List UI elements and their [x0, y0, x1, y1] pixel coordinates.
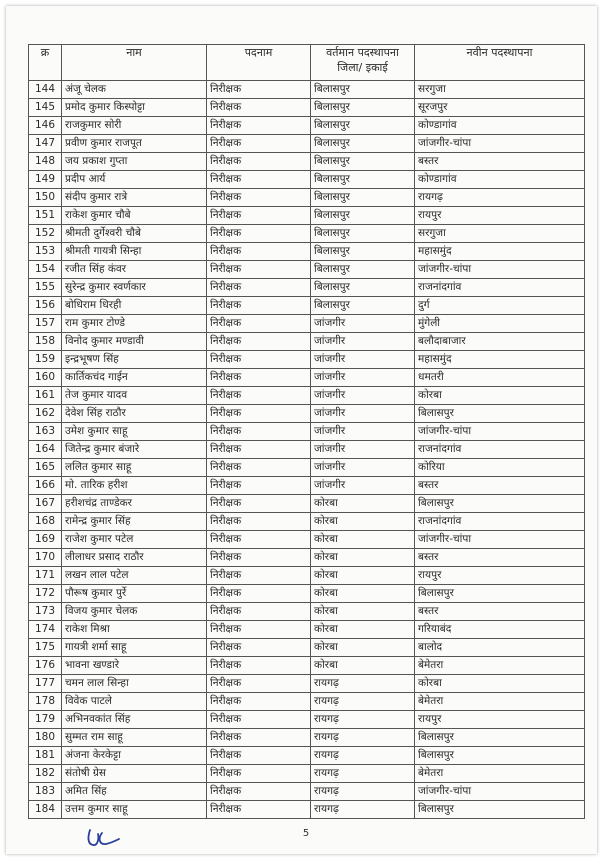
cell-designation: निरीक्षक	[207, 153, 311, 171]
table-row	[29, 441, 585, 459]
header-new-posting: नवीन पदस्थापना	[415, 45, 585, 81]
cell-current-posting: बिलासपुर	[311, 297, 415, 315]
table-row	[29, 207, 585, 225]
cell-current-posting: बिलासपुर	[311, 207, 415, 225]
cell-designation: निरीक्षक	[207, 441, 311, 459]
cell-designation: निरीक्षक	[207, 369, 311, 387]
table-row	[29, 459, 585, 477]
table-row	[29, 531, 585, 549]
table-row	[29, 117, 585, 135]
cell-current-posting: जांजगीर	[311, 459, 415, 477]
header-name: नाम	[62, 45, 207, 81]
cell-designation: निरीक्षक	[207, 675, 311, 693]
cell-current-posting: जांजगीर	[311, 441, 415, 459]
transfer-table	[28, 44, 585, 819]
cell-designation: निरीक्षक	[207, 567, 311, 585]
cell-designation: निरीक्षक	[207, 639, 311, 657]
cell-serial-number: 159	[29, 351, 62, 369]
table-row	[29, 783, 585, 801]
cell-new-posting: कोण्डागांव	[415, 171, 585, 189]
cell-serial-number: 158	[29, 333, 62, 351]
cell-current-posting: बिलासपुर	[311, 261, 415, 279]
cell-current-posting: जांजगीर	[311, 423, 415, 441]
header-current-posting-line2: जिला/ इकाई	[337, 61, 388, 74]
cell-name: लखन लाल पटेल	[62, 567, 207, 585]
cell-new-posting: बालोद	[415, 639, 585, 657]
table-row	[29, 405, 585, 423]
cell-name: विजय कुमार चेलक	[62, 603, 207, 621]
cell-name: पौरूष कुमार पुर्रे	[62, 585, 207, 603]
cell-name: लीलाधर प्रसाद राठौर	[62, 549, 207, 567]
cell-serial-number: 170	[29, 549, 62, 567]
cell-designation: निरीक्षक	[207, 549, 311, 567]
table-row	[29, 639, 585, 657]
table-row	[29, 693, 585, 711]
cell-new-posting: जांजगीर-चांपा	[415, 261, 585, 279]
cell-designation: निरीक्षक	[207, 693, 311, 711]
table-row	[29, 729, 585, 747]
cell-name: अमित सिंह	[62, 783, 207, 801]
cell-name: सुम्मत राम साहू	[62, 729, 207, 747]
signature	[84, 824, 124, 850]
cell-current-posting: बिलासपुर	[311, 117, 415, 135]
cell-current-posting: कोरबा	[311, 549, 415, 567]
cell-serial-number: 181	[29, 747, 62, 765]
cell-name: राकेश मिश्रा	[62, 621, 207, 639]
table-row	[29, 621, 585, 639]
cell-serial-number: 153	[29, 243, 62, 261]
cell-current-posting: बिलासपुर	[311, 135, 415, 153]
cell-serial-number: 150	[29, 189, 62, 207]
table-row	[29, 567, 585, 585]
cell-name: इन्द्रभूषण सिंह	[62, 351, 207, 369]
cell-designation: निरीक्षक	[207, 765, 311, 783]
cell-new-posting: राजनांदगांव	[415, 513, 585, 531]
cell-name: राजेश कुमार पटेल	[62, 531, 207, 549]
cell-name: रजीत सिंह कंवर	[62, 261, 207, 279]
cell-designation: निरीक्षक	[207, 621, 311, 639]
cell-name: संतोषी ग्रेस	[62, 765, 207, 783]
cell-new-posting: सरगुजा	[415, 81, 585, 99]
table-row	[29, 153, 585, 171]
cell-designation: निरीक्षक	[207, 297, 311, 315]
table-row	[29, 477, 585, 495]
cell-name: हरीशचंद्र ताण्डेकर	[62, 495, 207, 513]
cell-name: श्रीमती दुर्गेश्वरी चौबे	[62, 225, 207, 243]
cell-name: कार्तिकचंद गाईन	[62, 369, 207, 387]
cell-new-posting: जांजगीर-चांपा	[415, 135, 585, 153]
cell-new-posting: बिलासपुर	[415, 729, 585, 747]
cell-new-posting: मुंगेली	[415, 315, 585, 333]
table-row	[29, 549, 585, 567]
cell-designation: निरीक्षक	[207, 531, 311, 549]
cell-designation: निरीक्षक	[207, 423, 311, 441]
cell-current-posting: रायगढ़	[311, 765, 415, 783]
cell-current-posting: कोरबा	[311, 567, 415, 585]
cell-name: प्रमोद कुमार किस्पोट्टा	[62, 99, 207, 117]
cell-name: तेज कुमार यादव	[62, 387, 207, 405]
cell-current-posting: रायगढ़	[311, 783, 415, 801]
table-row	[29, 495, 585, 513]
cell-designation: निरीक्षक	[207, 657, 311, 675]
cell-serial-number: 162	[29, 405, 62, 423]
table-row	[29, 333, 585, 351]
cell-new-posting: बेमेतरा	[415, 765, 585, 783]
cell-new-posting: सरगुजा	[415, 225, 585, 243]
cell-serial-number: 146	[29, 117, 62, 135]
cell-current-posting: कोरबा	[311, 657, 415, 675]
table-row	[29, 243, 585, 261]
cell-designation: निरीक्षक	[207, 495, 311, 513]
cell-serial-number: 173	[29, 603, 62, 621]
document-page	[6, 6, 597, 854]
cell-name: अंजना केरकेट्टा	[62, 747, 207, 765]
table-row	[29, 225, 585, 243]
cell-new-posting: कोरबा	[415, 387, 585, 405]
cell-serial-number: 167	[29, 495, 62, 513]
cell-new-posting: बस्तर	[415, 549, 585, 567]
cell-current-posting: जांजगीर	[311, 387, 415, 405]
cell-new-posting: बेमेतरा	[415, 657, 585, 675]
cell-serial-number: 179	[29, 711, 62, 729]
cell-current-posting: कोरबा	[311, 585, 415, 603]
cell-serial-number: 156	[29, 297, 62, 315]
cell-new-posting: महासमुंद	[415, 243, 585, 261]
cell-serial-number: 178	[29, 693, 62, 711]
cell-current-posting: बिलासपुर	[311, 81, 415, 99]
cell-new-posting: कोण्डागांव	[415, 117, 585, 135]
cell-serial-number: 172	[29, 585, 62, 603]
cell-designation: निरीक्षक	[207, 135, 311, 153]
cell-serial-number: 177	[29, 675, 62, 693]
table-row	[29, 189, 585, 207]
cell-name: उत्तम कुमार साहू	[62, 801, 207, 819]
cell-new-posting: बेमेतरा	[415, 693, 585, 711]
signature-stroke	[88, 830, 119, 845]
cell-new-posting: बिलासपुर	[415, 747, 585, 765]
cell-new-posting: रायपुर	[415, 207, 585, 225]
cell-serial-number: 155	[29, 279, 62, 297]
cell-serial-number: 144	[29, 81, 62, 99]
cell-designation: निरीक्षक	[207, 99, 311, 117]
cell-serial-number: 151	[29, 207, 62, 225]
cell-name: देवेश सिंह राठौर	[62, 405, 207, 423]
cell-designation: निरीक्षक	[207, 783, 311, 801]
cell-current-posting: रायगढ़	[311, 711, 415, 729]
cell-designation: निरीक्षक	[207, 333, 311, 351]
cell-name: विवेक पाटले	[62, 693, 207, 711]
cell-current-posting: बिलासपुर	[311, 153, 415, 171]
cell-new-posting: महासमुंद	[415, 351, 585, 369]
table-row	[29, 801, 585, 819]
cell-current-posting: रायगढ़	[311, 747, 415, 765]
cell-new-posting: कोरबा	[415, 675, 585, 693]
table-row	[29, 603, 585, 621]
table-row	[29, 423, 585, 441]
table-row	[29, 369, 585, 387]
cell-name: श्रीमती गायत्री सिन्हा	[62, 243, 207, 261]
cell-designation: निरीक्षक	[207, 405, 311, 423]
table-row	[29, 747, 585, 765]
cell-current-posting: जांजगीर	[311, 405, 415, 423]
cell-serial-number: 168	[29, 513, 62, 531]
table-row	[29, 351, 585, 369]
cell-new-posting: बिलासपुर	[415, 801, 585, 819]
cell-new-posting: गरियाबंद	[415, 621, 585, 639]
table-row	[29, 765, 585, 783]
cell-name: संदीप कुमार रात्रे	[62, 189, 207, 207]
cell-designation: निरीक्षक	[207, 261, 311, 279]
cell-new-posting: रायगढ़	[415, 189, 585, 207]
cell-current-posting: कोरबा	[311, 531, 415, 549]
cell-name: प्रवीण कुमार राजपूत	[62, 135, 207, 153]
cell-serial-number: 161	[29, 387, 62, 405]
cell-serial-number: 180	[29, 729, 62, 747]
header-current-posting-line1: वर्तमान पदस्थापना	[326, 46, 399, 59]
table-row	[29, 297, 585, 315]
table-row	[29, 81, 585, 99]
cell-current-posting: जांजगीर	[311, 477, 415, 495]
cell-serial-number: 182	[29, 765, 62, 783]
cell-new-posting: राजनांदगांव	[415, 441, 585, 459]
cell-new-posting: बलौदाबाजार	[415, 333, 585, 351]
cell-new-posting: बिलासपुर	[415, 495, 585, 513]
cell-name: राम कुमार टोण्डे	[62, 315, 207, 333]
cell-serial-number: 154	[29, 261, 62, 279]
cell-designation: निरीक्षक	[207, 387, 311, 405]
table-row	[29, 675, 585, 693]
cell-name: अभिनवकांत सिंह	[62, 711, 207, 729]
cell-current-posting: बिलासपुर	[311, 99, 415, 117]
cell-designation: निरीक्षक	[207, 513, 311, 531]
cell-name: अंजू चेलक	[62, 81, 207, 99]
cell-designation: निरीक्षक	[207, 207, 311, 225]
cell-current-posting: रायगढ़	[311, 801, 415, 819]
cell-designation: निरीक्षक	[207, 603, 311, 621]
header-designation: पदनाम	[207, 45, 311, 81]
cell-current-posting: बिलासपुर	[311, 279, 415, 297]
cell-designation: निरीक्षक	[207, 189, 311, 207]
cell-name: राकेश कुमार चौबे	[62, 207, 207, 225]
cell-name: मो. तारिक हरीश	[62, 477, 207, 495]
cell-serial-number: 160	[29, 369, 62, 387]
cell-designation: निरीक्षक	[207, 279, 311, 297]
cell-new-posting: कोरिया	[415, 459, 585, 477]
cell-current-posting: जांजगीर	[311, 315, 415, 333]
cell-designation: निरीक्षक	[207, 711, 311, 729]
cell-serial-number: 152	[29, 225, 62, 243]
cell-current-posting: जांजगीर	[311, 351, 415, 369]
cell-serial-number: 148	[29, 153, 62, 171]
cell-serial-number: 145	[29, 99, 62, 117]
cell-serial-number: 176	[29, 657, 62, 675]
cell-designation: निरीक्षक	[207, 477, 311, 495]
cell-serial-number: 164	[29, 441, 62, 459]
cell-current-posting: जांजगीर	[311, 333, 415, 351]
cell-name: उमेश कुमार साहू	[62, 423, 207, 441]
cell-serial-number: 165	[29, 459, 62, 477]
cell-new-posting: बस्तर	[415, 603, 585, 621]
cell-current-posting: बिलासपुर	[311, 225, 415, 243]
cell-serial-number: 169	[29, 531, 62, 549]
cell-designation: निरीक्षक	[207, 729, 311, 747]
cell-designation: निरीक्षक	[207, 243, 311, 261]
cell-new-posting: जांजगीर-चांपा	[415, 423, 585, 441]
cell-name: भावना खण्डारे	[62, 657, 207, 675]
cell-current-posting: बिलासपुर	[311, 171, 415, 189]
cell-new-posting: दुर्ग	[415, 297, 585, 315]
cell-new-posting: रायपुर	[415, 711, 585, 729]
cell-name: गायत्री शर्मा साहू	[62, 639, 207, 657]
cell-current-posting: जांजगीर	[311, 369, 415, 387]
cell-current-posting: कोरबा	[311, 621, 415, 639]
cell-designation: निरीक्षक	[207, 585, 311, 603]
cell-new-posting: जांजगीर-चांपा	[415, 783, 585, 801]
cell-serial-number: 166	[29, 477, 62, 495]
header-serial-number: क्र	[29, 45, 62, 81]
cell-designation: निरीक्षक	[207, 171, 311, 189]
cell-new-posting: बस्तर	[415, 477, 585, 495]
table-row	[29, 279, 585, 297]
table-row	[29, 99, 585, 117]
cell-current-posting: कोरबा	[311, 603, 415, 621]
cell-designation: निरीक्षक	[207, 351, 311, 369]
cell-new-posting: जांजगीर-चांपा	[415, 531, 585, 549]
cell-new-posting: सूरजपुर	[415, 99, 585, 117]
table-row	[29, 513, 585, 531]
cell-serial-number: 183	[29, 783, 62, 801]
cell-designation: निरीक्षक	[207, 315, 311, 333]
cell-designation: निरीक्षक	[207, 225, 311, 243]
cell-current-posting: बिलासपुर	[311, 243, 415, 261]
table-body	[29, 81, 585, 819]
cell-name: राजकुमार सोरी	[62, 117, 207, 135]
table-row	[29, 711, 585, 729]
cell-serial-number: 174	[29, 621, 62, 639]
cell-name: विनोद कुमार मण्डावी	[62, 333, 207, 351]
table-row	[29, 315, 585, 333]
table-row	[29, 657, 585, 675]
cell-name: चमन लाल सिन्हा	[62, 675, 207, 693]
table-row	[29, 585, 585, 603]
cell-new-posting: बिलासपुर	[415, 585, 585, 603]
cell-current-posting: कोरबा	[311, 495, 415, 513]
page-number: 5	[302, 828, 310, 839]
cell-serial-number: 163	[29, 423, 62, 441]
cell-current-posting: कोरबा	[311, 513, 415, 531]
cell-designation: निरीक्षक	[207, 801, 311, 819]
cell-serial-number: 147	[29, 135, 62, 153]
cell-current-posting: कोरबा	[311, 639, 415, 657]
cell-designation: निरीक्षक	[207, 459, 311, 477]
cell-new-posting: रायपुर	[415, 567, 585, 585]
cell-name: प्रदीप आर्य	[62, 171, 207, 189]
table-row	[29, 261, 585, 279]
table-row	[29, 171, 585, 189]
cell-name: जय प्रकाश गुप्ता	[62, 153, 207, 171]
cell-designation: निरीक्षक	[207, 747, 311, 765]
cell-new-posting: धमतरी	[415, 369, 585, 387]
cell-designation: निरीक्षक	[207, 81, 311, 99]
cell-name: ललित कुमार साहू	[62, 459, 207, 477]
cell-name: बोधिराम धिरही	[62, 297, 207, 315]
cell-new-posting: बस्तर	[415, 153, 585, 171]
cell-designation: निरीक्षक	[207, 117, 311, 135]
cell-serial-number: 175	[29, 639, 62, 657]
cell-name: सुरेन्द्र कुमार स्वर्णकार	[62, 279, 207, 297]
cell-name: जितेन्द्र कुमार बंजारे	[62, 441, 207, 459]
cell-new-posting: राजनांदगांव	[415, 279, 585, 297]
table-row	[29, 387, 585, 405]
cell-serial-number: 157	[29, 315, 62, 333]
cell-name: रामेन्द्र कुमार सिंह	[62, 513, 207, 531]
cell-serial-number: 184	[29, 801, 62, 819]
cell-serial-number: 149	[29, 171, 62, 189]
table-header-row	[29, 45, 585, 81]
cell-current-posting: रायगढ़	[311, 675, 415, 693]
cell-current-posting: बिलासपुर	[311, 189, 415, 207]
cell-current-posting: रायगढ़	[311, 693, 415, 711]
cell-current-posting: रायगढ़	[311, 729, 415, 747]
cell-serial-number: 171	[29, 567, 62, 585]
cell-new-posting: बिलासपुर	[415, 405, 585, 423]
header-current-posting	[311, 45, 415, 81]
table-row	[29, 135, 585, 153]
